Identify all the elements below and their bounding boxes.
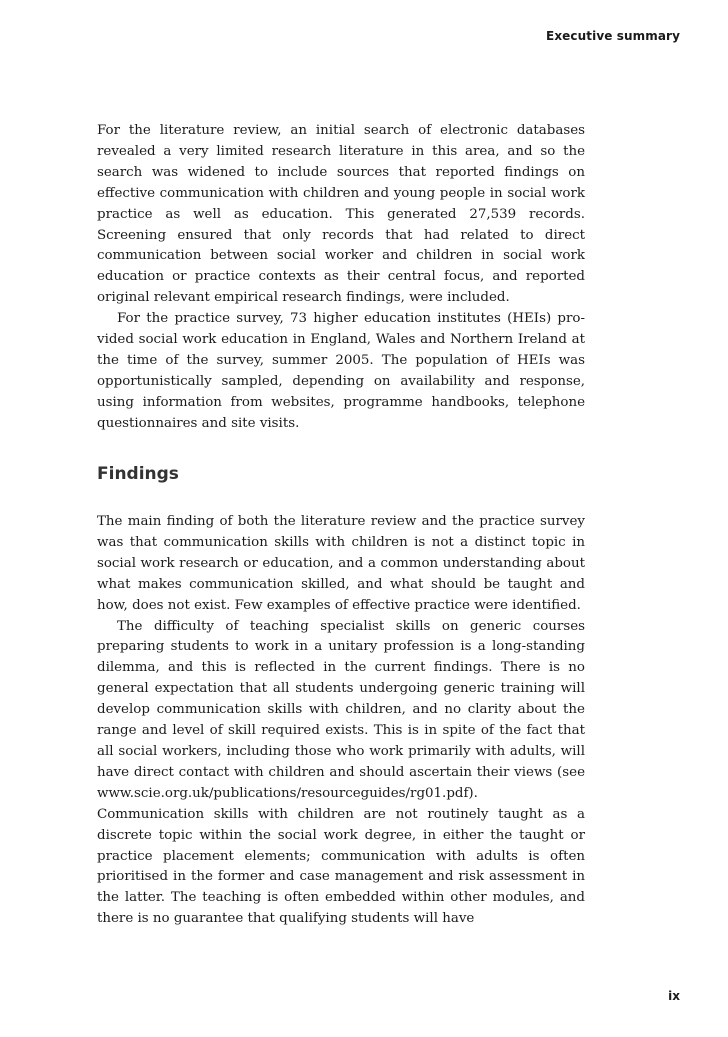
findings-section bbox=[97, 512, 585, 930]
intro-section bbox=[97, 121, 585, 435]
findings-heading: Findings bbox=[97, 464, 179, 484]
intro-paragraph-practice-survey: For the practice survey, 73 higher education institutes (HEIs) provided social work education in England, Wales and Northern Ireland at the time of the survey, summer 2005. The population of HEIs was opportunistically sampled, depending on availability and response, using information from websites, programme handbooks, telephone questionnaires and site visits. bbox=[97, 311, 585, 431]
intro-paragraph-literature-review: For the literature review, an initial search of electronic databases revealed a very limited research literature in this area, and so the search was widened to include sources that reported findings on effective communication with children and young people in social work practice as well as education. This generated 27,539 records. Screening ensured that only records that had related to direct communication between social worker and children in social work education or practice contexts as their central focus, and reported original relevant empirical research findings, were included. bbox=[97, 123, 585, 306]
findings-paragraph-difficulty: The difficulty of teaching specialist skills on generic courses preparing students to work in a unitary profession is a long-standing dilemma, and this is reflected in the current findings. There is no general expectation that all students undergoing generic training will develop communication skills with children, and no clarity about the range and level of skill required exists. This is in spite of the fact that all social workers, including those who work primarily with adults, will have direct contact with children and should ascertain their views (see www.scie.org.uk/publications/resourceguides/rg01.pdf). Communication skills with children are not routinely taught as a discrete topic within the social work degree, in either the taught or practice placement elements; communication with adults is often prioritised in the former and case management and risk assessment in the latter. The teaching is often embedded within other modules, and there is no guarantee that qualifying students will have bbox=[97, 618, 585, 927]
findings-paragraph-main: The main finding of both the literature review and the practice survey was that communication skills with children is not a distinct topic in social work research or education, and a common understanding about what makes communication skilled, and what should be taught and how, does not exist. Few examples of effective practice were identified. bbox=[97, 514, 585, 613]
running-header-title: Executive summary bbox=[546, 29, 680, 43]
page-number: ix bbox=[668, 989, 680, 1003]
